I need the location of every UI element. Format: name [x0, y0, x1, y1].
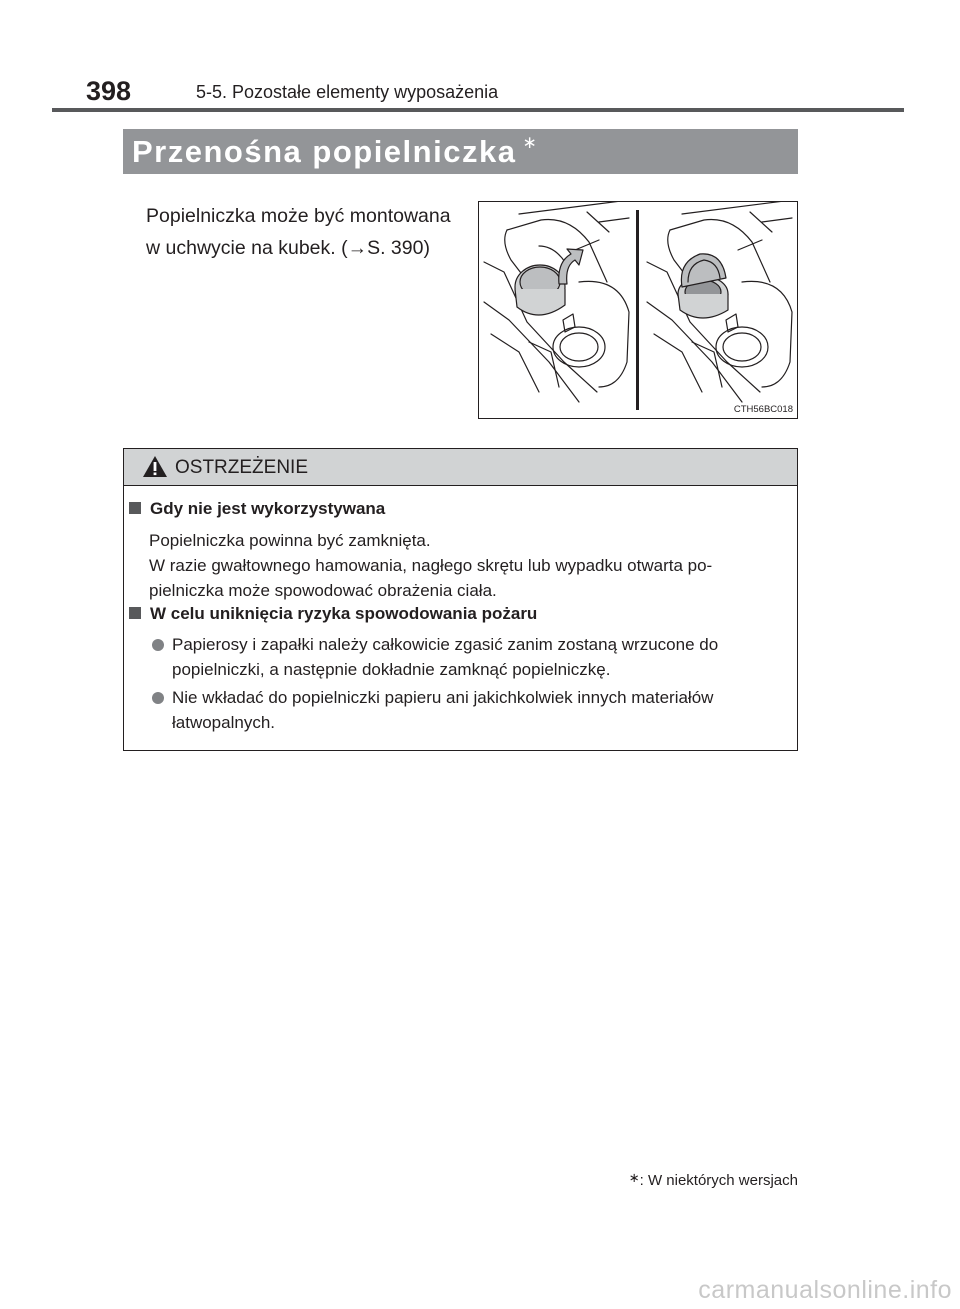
- page-number: 398: [86, 76, 132, 106]
- warning-icon: [142, 455, 168, 478]
- page-title: Przenośna popielniczka: [132, 133, 517, 169]
- footnote: [629, 1170, 798, 1189]
- footnote-text: : W niektórych wersjach: [639, 1172, 798, 1189]
- round-bullet-icon: [152, 692, 164, 704]
- arrow-up-icon: [559, 249, 583, 284]
- round-bullet-icon: [152, 639, 164, 651]
- title-asterisk: ∗: [522, 133, 537, 152]
- page-header: [0, 0, 960, 112]
- intro-line-2: w uchwycie na kubek. (→S. 390): [146, 237, 430, 259]
- arrow-icon: →: [347, 237, 368, 259]
- intro-line-1: Popielniczka może być montowana: [146, 205, 451, 227]
- warning-text-line: W razie gwałtownego hamowania, nagłego skrętu lub wypadku otwarta po-: [149, 556, 713, 575]
- warning-paragraph: [149, 528, 789, 603]
- warning-heading-fire-risk: W celu uniknięcia ryzyka spowodowania pożaru: [129, 604, 537, 624]
- warning-heading-not-in-use: Gdy nie jest wykorzystywana: [129, 499, 385, 519]
- panel-divider: [636, 210, 639, 410]
- list-item: Nie wkładać do popielniczki papieru ani jakichkolwiek innych materiałów łatwopalnych.: [149, 685, 789, 735]
- square-bullet-icon: [129, 502, 141, 514]
- page-reference-link[interactable]: S. 390): [367, 237, 430, 259]
- ashtray-illustration: [478, 201, 798, 419]
- warning-text-line: Popielniczka powinna być zamknięta.: [149, 531, 431, 550]
- watermark: carmanualsonline.info: [698, 1276, 952, 1304]
- section-title-bar: [123, 129, 798, 174]
- warning-title: OSTRZEŻENIE: [175, 457, 309, 478]
- section-reference: 5-5. Pozostałe elementy wyposażenia: [196, 82, 499, 102]
- warning-header: [124, 449, 797, 486]
- ashtray-cupholder-drawing: [479, 202, 797, 418]
- header-rule: [52, 108, 904, 112]
- figure-code: CTH56BC018: [733, 404, 793, 415]
- warning-text-line: pielniczka może spowodować obrażenia ciała.: [149, 581, 497, 600]
- warning-box: [123, 448, 798, 751]
- square-bullet-icon: [129, 607, 141, 619]
- list-item: Papierosy i zapałki należy całkowicie zgasić zanim zostaną wrzucone do popielniczki, a następnie dokładnie zamknąć popielniczkę.: [149, 632, 789, 682]
- footnote-asterisk: ∗: [628, 1170, 640, 1185]
- intro-text: [146, 200, 476, 264]
